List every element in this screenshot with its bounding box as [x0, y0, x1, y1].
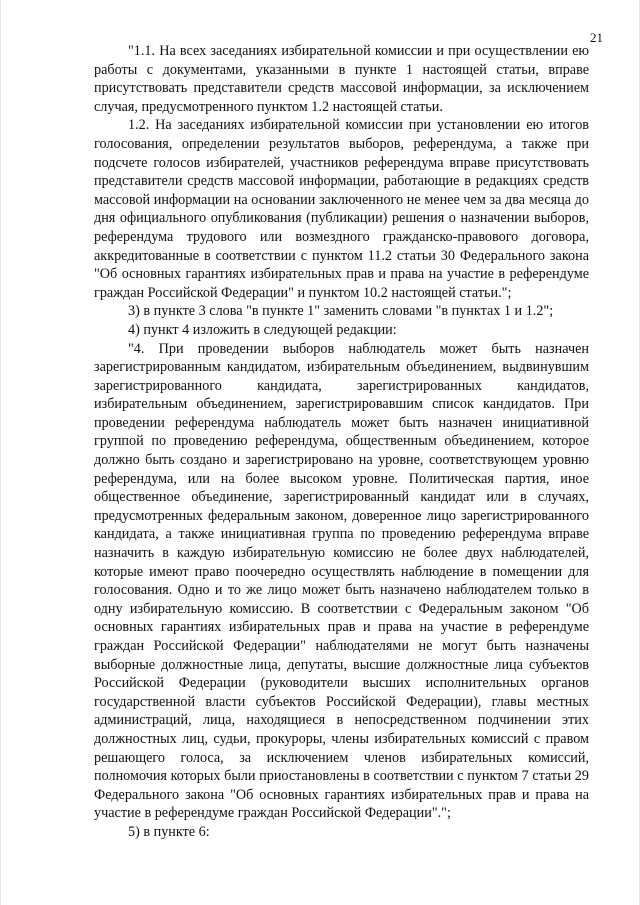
paragraph-item-3: 3) в пункте 3 слова "в пункте 1" заменить словами "в пунктах 1 и 1.2";: [128, 303, 554, 320]
document-body: [94, 42, 589, 842]
page-number: 21: [590, 30, 603, 45]
paragraph-point-4-text: "4. При проведении выборов наблюдатель может быть назначен зарегистрированным кандидатом, избирательным объединением, выдвинувшим зарегистрированного кандидата, зарегистрированных кандидатов, избирательным объединением, зарегистрировавшим список кандидатов. При проведении референдума наблюдатель может быть назначен инициативной группой по проведению референдума, общественным объединением, которое должно быть создано и зарегистрировано на уровне, соответствующем уровню референдума, или на более высоком уровне. Политическая партия, иное общественное объединение, зарегистрированный кандидат или в случаях, предусмотренных федеральным законом, доверенное лицо зарегистрированного кандидата, а также инициативная группа по проведению референдума вправе назначить в каждую избирательную комиссию не более двух наблюдателей, которые имеют право поочередно осуществлять наблюдение в помещении для голосования. Одно и то же лицо может быть назначено наблюдателем только в одну избирательную комиссию. В соответствии с Федеральным законом "Об основных гарантиях избирательных прав и права на участие в референдуме граждан Российской Федерации" наблюдателями не могут быть назначены выборные должностные лица, депутаты, высшие должностные лица субъектов Российской Федерации (руководители высших исполнительных органов государственной власти субъектов Российской Федерации), главы местных администраций, лица, находящиеся в непосредственном подчинении этих должностных лиц, судьи, прокуроры, члены избирательных комиссий с правом решающего голоса, за исключением членов избирательных комиссий, полномочия которых были приостановлены в соответствии с пунктом 7 статьи 29 Федерального закона "Об основных гарантиях избирательных прав и права на участие в референдуме граждан Российской Федерации".";: [94, 340, 589, 822]
paragraph-item-5: 5) в пункте 6:: [128, 823, 210, 840]
paragraph-item-4: 4) пункт 4 изложить в следующей редакции:: [128, 321, 397, 338]
paragraph-1-1: "1.1. На всех заседаниях избирательной комиссии и при осуществлении ею работы с документами, указанными в пункте 1 настоящей статьи, вправе присутствовать представители средств массовой информации, за исключением случая, предусмотренного пунктом 1.2 настоящей статьи.: [94, 43, 589, 115]
paragraph-1-2: 1.2. На заседаниях избирательной комиссии при установлении ею итогов голосования, определении результатов выборов, референдума, а также при подсчете голосов избирателей, участников референдума вправе присутствовать представители средств массовой информации, работающие в редакциях средств массовой информации на основании заключенного не менее чем за два месяца до дня официального опубликования (публикации) решения о назначении выборов, референдума трудового или возмездного гражданско-правового договора, аккредитованные в соответствии с пунктом 11.2 статьи 30 Федерального закона "Об основных гарантиях избирательных прав и права на участие в референдуме граждан Российской Федерации" и пунктом 10.2 настоящей статьи.";: [94, 117, 589, 301]
